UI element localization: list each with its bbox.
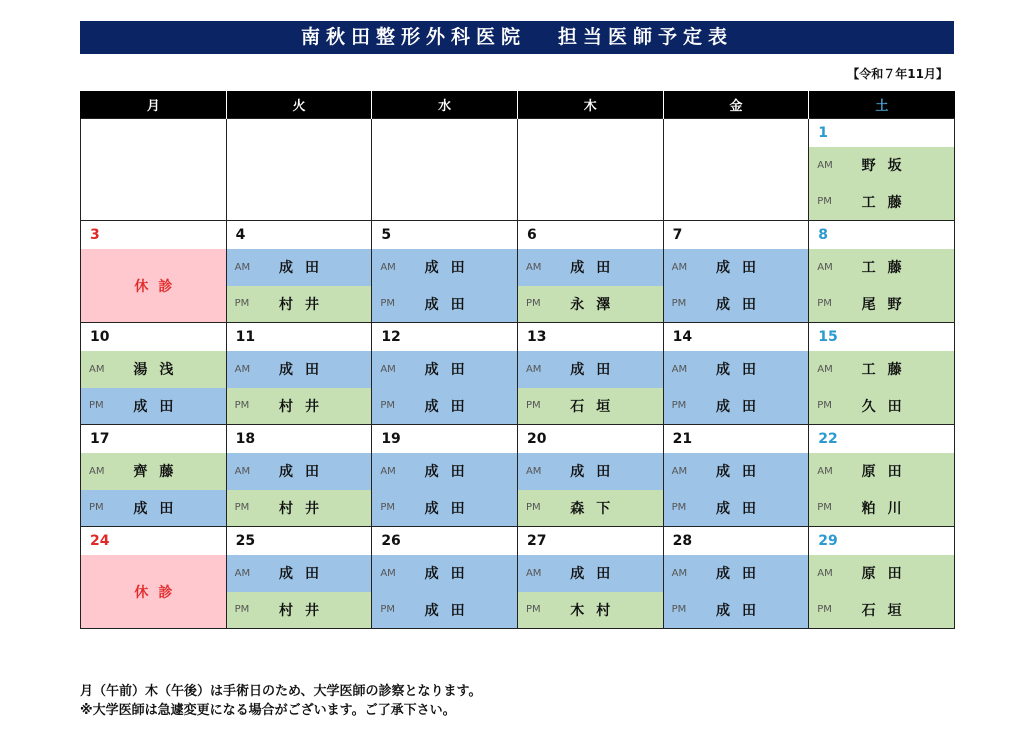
am-slot (372, 351, 517, 388)
doctor-name: 原田 (861, 566, 914, 583)
pm-slot (372, 490, 517, 527)
doctor-name: 成田 (424, 566, 477, 583)
day-number: 12 (372, 323, 517, 351)
doctor-name: 村井 (278, 602, 331, 619)
pm-label: PM (234, 502, 250, 514)
am-label: AM (817, 465, 833, 477)
doctor-name: 成田 (715, 464, 768, 481)
pm-slot (664, 388, 809, 425)
week-row (81, 527, 955, 629)
doctor-name: 成田 (715, 260, 768, 277)
weekday-wed: 水 (372, 91, 518, 119)
pm-label: PM (817, 502, 832, 514)
closed-label: 休診 (81, 555, 226, 628)
am-slot (372, 249, 517, 286)
week-row (81, 119, 955, 221)
day-number: 18 (227, 425, 372, 453)
pm-slot (664, 592, 809, 629)
weekday-tue: 火 (226, 91, 372, 119)
doctor-name: 工藤 (861, 194, 914, 211)
am-label: AM (671, 567, 688, 579)
schedule-title: 担当医師予定表 (558, 26, 734, 48)
day-number: 25 (227, 527, 372, 555)
pm-label: PM (525, 400, 541, 412)
empty-day-cell (81, 119, 227, 221)
doctor-name: 成田 (278, 566, 331, 583)
pm-slot (664, 286, 809, 323)
am-slot (81, 351, 226, 388)
am-slot (227, 249, 372, 286)
pm-slot (809, 592, 954, 629)
am-slot (81, 453, 226, 490)
doctor-name: 成田 (424, 260, 477, 277)
day-number: 6 (518, 221, 663, 249)
am-slot (518, 555, 663, 592)
day-number: 5 (372, 221, 517, 249)
doctor-name: 成田 (570, 260, 623, 277)
am-slot (809, 147, 954, 184)
doctor-name: 成田 (424, 296, 477, 313)
doctor-name: 成田 (570, 464, 623, 481)
day-cell (809, 119, 955, 221)
am-label: AM (89, 465, 105, 477)
am-label: AM (234, 567, 251, 579)
day-cell (809, 221, 955, 323)
day-cell (517, 323, 663, 425)
pm-label: PM (89, 400, 104, 412)
day-number: 11 (227, 323, 372, 351)
day-cell (517, 221, 663, 323)
am-label: AM (817, 567, 833, 579)
day-cell (809, 323, 955, 425)
pm-label: PM (525, 298, 541, 310)
pm-slot (81, 490, 226, 527)
am-label: AM (234, 261, 251, 273)
am-slot (809, 453, 954, 490)
note-line: 月（午前）木（午後）は手術日のため、大学医師の診察となります。 (80, 684, 482, 699)
weekday-header-row (81, 91, 955, 119)
am-label: AM (671, 465, 688, 477)
day-cell (809, 425, 955, 527)
doctor-name: 石垣 (570, 398, 623, 415)
doctor-name: 原田 (861, 464, 914, 481)
note-line: ※大学医師は急遽変更になる場合がございます。ご了承下さい。 (80, 703, 456, 718)
doctor-name: 成田 (715, 500, 768, 517)
day-number: 8 (809, 221, 954, 249)
am-label: AM (234, 465, 251, 477)
clinic-name: 南秋田整形外科医院 (300, 26, 526, 48)
pm-label: PM (234, 298, 250, 310)
period-label: 【令和７年11月】 (847, 67, 948, 81)
doctor-name: 成田 (570, 362, 623, 379)
doctor-name: 成田 (570, 566, 623, 583)
pm-slot (372, 286, 517, 323)
pm-label: PM (380, 502, 395, 514)
am-label: AM (817, 261, 833, 273)
pm-slot (227, 388, 372, 425)
doctor-name: 木村 (570, 602, 623, 619)
day-number: 3 (81, 221, 226, 249)
doctor-name: 尾野 (861, 296, 914, 313)
pm-label: PM (671, 400, 687, 412)
doctor-name: 成田 (424, 602, 477, 619)
closed-label: 休診 (81, 249, 226, 322)
week-row (81, 221, 955, 323)
week-row (81, 425, 955, 527)
day-cell (663, 425, 809, 527)
pm-slot (518, 286, 663, 323)
doctor-name: 成田 (133, 500, 186, 517)
am-slot (227, 555, 372, 592)
pm-slot (372, 592, 517, 629)
doctor-name: 村井 (278, 296, 331, 313)
day-cell (809, 527, 955, 629)
doctor-name: 成田 (715, 362, 768, 379)
pm-label: PM (380, 604, 395, 616)
weekday-mon: 月 (81, 91, 227, 119)
doctor-name: 成田 (424, 362, 477, 379)
pm-slot (664, 490, 809, 527)
am-label: AM (89, 363, 105, 375)
doctor-name: 工藤 (861, 260, 914, 277)
doctor-name: 石垣 (861, 602, 914, 619)
doctor-name: 森下 (570, 500, 623, 517)
day-cell (372, 527, 518, 629)
doctor-name: 成田 (715, 296, 768, 313)
day-cell (372, 425, 518, 527)
doctor-name: 成田 (424, 464, 477, 481)
doctor-name: 成田 (424, 500, 477, 517)
day-cell (81, 527, 227, 629)
am-label: AM (817, 159, 833, 171)
am-slot (809, 249, 954, 286)
pm-label: PM (525, 502, 541, 514)
day-number: 19 (372, 425, 517, 453)
doctor-name: 村井 (278, 500, 331, 517)
am-slot (372, 555, 517, 592)
day-number: 10 (81, 323, 226, 351)
doctor-name: 成田 (278, 260, 331, 277)
day-cell (81, 323, 227, 425)
pm-slot (518, 490, 663, 527)
doctor-name: 齊藤 (133, 464, 186, 481)
day-cell (663, 323, 809, 425)
day-number: 22 (809, 425, 954, 453)
am-label: AM (671, 261, 688, 273)
pm-slot (809, 388, 954, 425)
pm-slot (372, 388, 517, 425)
day-number: 17 (81, 425, 226, 453)
schedule-table (80, 91, 955, 629)
am-slot (664, 453, 809, 490)
day-number: 26 (372, 527, 517, 555)
am-label: AM (380, 567, 396, 579)
am-slot (518, 351, 663, 388)
weekday-sat: 土 (809, 91, 955, 119)
doctor-name: 成田 (715, 602, 768, 619)
page-title (80, 21, 954, 54)
day-cell (663, 527, 809, 629)
am-label: AM (380, 465, 396, 477)
pm-slot (809, 286, 954, 323)
pm-label: PM (817, 298, 832, 310)
day-number: 13 (518, 323, 663, 351)
am-slot (664, 249, 809, 286)
doctor-name: 成田 (133, 398, 186, 415)
day-number: 1 (809, 119, 954, 147)
weekday-thu: 木 (517, 91, 663, 119)
day-number: 28 (664, 527, 809, 555)
am-label: AM (817, 363, 833, 375)
notes (80, 682, 481, 720)
day-cell (517, 527, 663, 629)
doctor-name: 工藤 (861, 362, 914, 379)
doctor-name: 久田 (861, 398, 914, 415)
am-slot (809, 351, 954, 388)
day-cell (81, 425, 227, 527)
doctor-name: 成田 (715, 398, 768, 415)
am-label: AM (234, 363, 251, 375)
am-slot (518, 453, 663, 490)
pm-label: PM (380, 400, 395, 412)
doctor-name: 成田 (715, 566, 768, 583)
weekday-fri: 金 (663, 91, 809, 119)
day-number: 27 (518, 527, 663, 555)
pm-label: PM (671, 298, 687, 310)
pm-label: PM (671, 502, 687, 514)
empty-day-cell (372, 119, 518, 221)
am-label: AM (525, 465, 542, 477)
day-cell (81, 221, 227, 323)
day-number: 21 (664, 425, 809, 453)
day-number: 14 (664, 323, 809, 351)
pm-slot (81, 388, 226, 425)
pm-label: PM (817, 604, 832, 616)
day-number: 15 (809, 323, 954, 351)
am-slot (664, 555, 809, 592)
doctor-name: 成田 (424, 398, 477, 415)
pm-slot (809, 184, 954, 221)
day-number: 4 (227, 221, 372, 249)
doctor-name: 粕川 (861, 500, 914, 517)
pm-label: PM (234, 604, 250, 616)
am-slot (372, 453, 517, 490)
am-label: AM (525, 363, 542, 375)
day-cell (372, 221, 518, 323)
pm-label: PM (817, 196, 832, 208)
pm-label: PM (89, 502, 104, 514)
am-label: AM (671, 363, 688, 375)
doctor-name: 野坂 (861, 158, 914, 175)
am-label: AM (525, 261, 542, 273)
pm-label: PM (380, 298, 395, 310)
day-cell (517, 425, 663, 527)
pm-slot (518, 592, 663, 629)
week-row (81, 323, 955, 425)
day-cell (226, 221, 372, 323)
pm-slot (809, 490, 954, 527)
pm-slot (518, 388, 663, 425)
day-cell (663, 221, 809, 323)
am-label: AM (380, 363, 396, 375)
pm-slot (227, 592, 372, 629)
pm-slot (227, 286, 372, 323)
doctor-name: 成田 (278, 464, 331, 481)
day-cell (372, 323, 518, 425)
empty-day-cell (226, 119, 372, 221)
pm-label: PM (671, 604, 687, 616)
day-number: 7 (664, 221, 809, 249)
doctor-name: 成田 (278, 362, 331, 379)
am-label: AM (525, 567, 542, 579)
day-number: 29 (809, 527, 954, 555)
empty-day-cell (517, 119, 663, 221)
pm-label: PM (234, 400, 250, 412)
am-label: AM (380, 261, 396, 273)
day-cell (226, 323, 372, 425)
empty-day-cell (663, 119, 809, 221)
pm-label: PM (525, 604, 541, 616)
am-slot (809, 555, 954, 592)
day-number: 20 (518, 425, 663, 453)
doctor-name: 湯浅 (133, 362, 186, 379)
pm-label: PM (817, 400, 832, 412)
am-slot (518, 249, 663, 286)
doctor-name: 村井 (278, 398, 331, 415)
am-slot (227, 351, 372, 388)
day-cell (226, 527, 372, 629)
pm-slot (227, 490, 372, 527)
am-slot (227, 453, 372, 490)
doctor-name: 永澤 (570, 296, 623, 313)
am-slot (664, 351, 809, 388)
day-cell (226, 425, 372, 527)
day-number: 24 (81, 527, 226, 555)
